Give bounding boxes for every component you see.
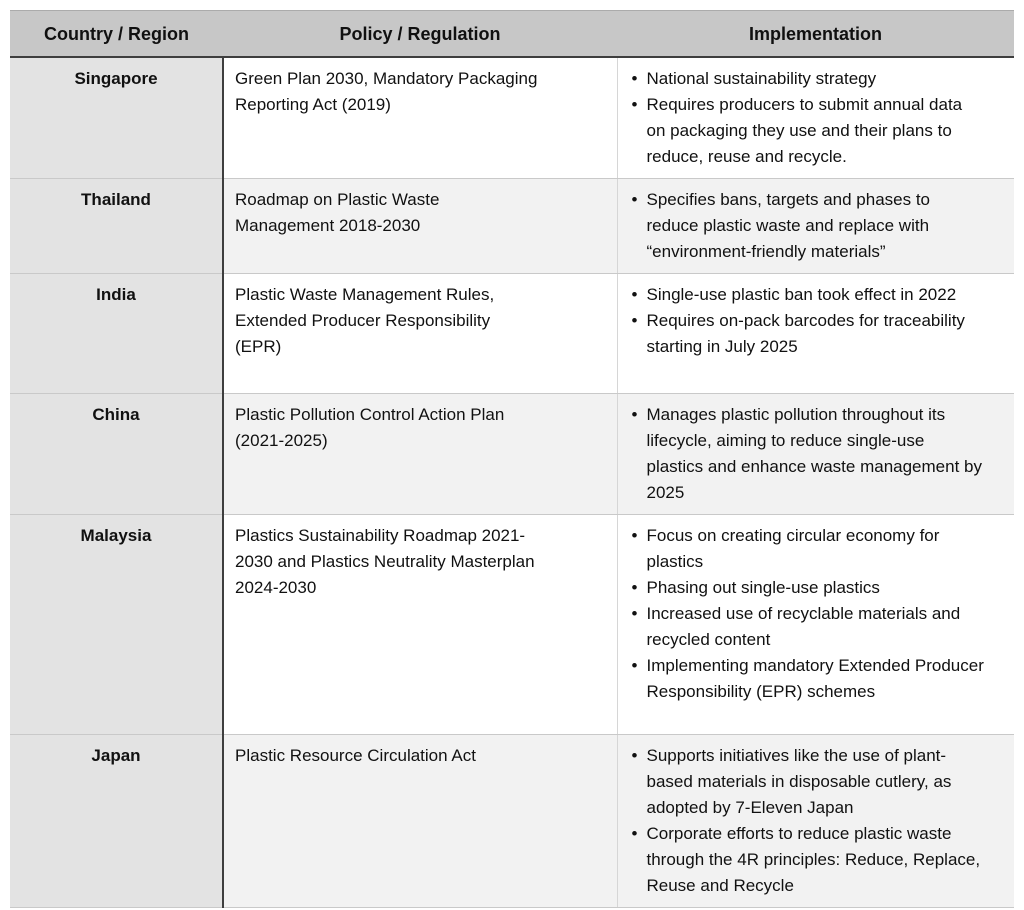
policy-text: Roadmap on Plastic Waste Management 2018-2030: [235, 190, 440, 235]
implementation-cell: [617, 57, 1014, 179]
table-row: [10, 274, 1014, 394]
implementation-item: • Single-use plastic ban took effect in 2022: [630, 282, 985, 308]
implementation-item: • Supports initiatives like the use of plant-based materials in disposable cutlery, as adopted by 7-Eleven Japan: [630, 743, 985, 821]
policy-text: Plastic Waste Management Rules, Extended Producer Responsibility (EPR): [235, 285, 495, 356]
policy-table: [10, 10, 1014, 908]
policy-cell: [223, 274, 617, 394]
implementation-cell: [617, 274, 1014, 394]
implementation-cell: [617, 179, 1014, 274]
policy-table-container: [10, 10, 1014, 908]
column-header-country: Country / Region: [10, 11, 223, 58]
implementation-list: [630, 66, 987, 170]
implementation-item: • Increased use of recyclable materials and recycled content: [630, 601, 985, 653]
policy-cell: [223, 179, 617, 274]
table-header: [10, 11, 1014, 58]
implementation-list: [630, 187, 987, 265]
country-cell: Singapore: [10, 57, 223, 179]
implementation-list: [630, 523, 987, 705]
policy-cell: [223, 394, 617, 515]
implementation-item: • Specifies bans, targets and phases to reduce plastic waste and replace with “environment-friendly materials”: [630, 187, 985, 265]
country-cell: India: [10, 274, 223, 394]
country-cell: Japan: [10, 735, 223, 908]
policy-cell: [223, 57, 617, 179]
table-body: [10, 57, 1014, 908]
country-cell: Thailand: [10, 179, 223, 274]
implementation-item: • National sustainability strategy: [630, 66, 985, 92]
implementation-item: • Requires producers to submit annual data on packaging they use and their plans to reduce, reuse and recycle.: [630, 92, 985, 170]
implementation-item: • Implementing mandatory Extended Producer Responsibility (EPR) schemes: [630, 653, 985, 705]
implementation-cell: [617, 394, 1014, 515]
table-row: [10, 179, 1014, 274]
country-cell: China: [10, 394, 223, 515]
column-header-policy: Policy / Regulation: [223, 11, 617, 58]
implementation-item: • Focus on creating circular economy for plastics: [630, 523, 985, 575]
policy-text: Plastic Pollution Control Action Plan (2021-2025): [235, 405, 505, 450]
policy-text: Plastic Resource Circulation Act: [235, 746, 476, 765]
header-row: [10, 11, 1014, 58]
table-row: [10, 735, 1014, 908]
table-row: [10, 515, 1014, 735]
implementation-list: [630, 402, 987, 506]
column-header-implementation: Implementation: [617, 11, 1014, 58]
policy-cell: [223, 735, 617, 908]
implementation-list: [630, 743, 987, 899]
table-row: [10, 57, 1014, 179]
table-row: [10, 394, 1014, 515]
implementation-cell: [617, 515, 1014, 735]
policy-text: Green Plan 2030, Mandatory Packaging Reporting Act (2019): [235, 69, 538, 114]
implementation-cell: [617, 735, 1014, 908]
implementation-item: • Manages plastic pollution throughout its lifecycle, aiming to reduce single-use plastics and enhance waste management by 2025: [630, 402, 985, 506]
implementation-list: [630, 282, 987, 360]
country-cell: Malaysia: [10, 515, 223, 735]
policy-text: Plastics Sustainability Roadmap 2021-2030 and Plastics Neutrality Masterplan 2024-2030: [235, 526, 535, 597]
implementation-item: • Corporate efforts to reduce plastic waste through the 4R principles: Reduce, Replace, Reuse and Recycle: [630, 821, 985, 899]
policy-cell: [223, 515, 617, 735]
implementation-item: • Phasing out single-use plastics: [630, 575, 985, 601]
implementation-item: • Requires on-pack barcodes for traceability starting in July 2025: [630, 308, 985, 360]
